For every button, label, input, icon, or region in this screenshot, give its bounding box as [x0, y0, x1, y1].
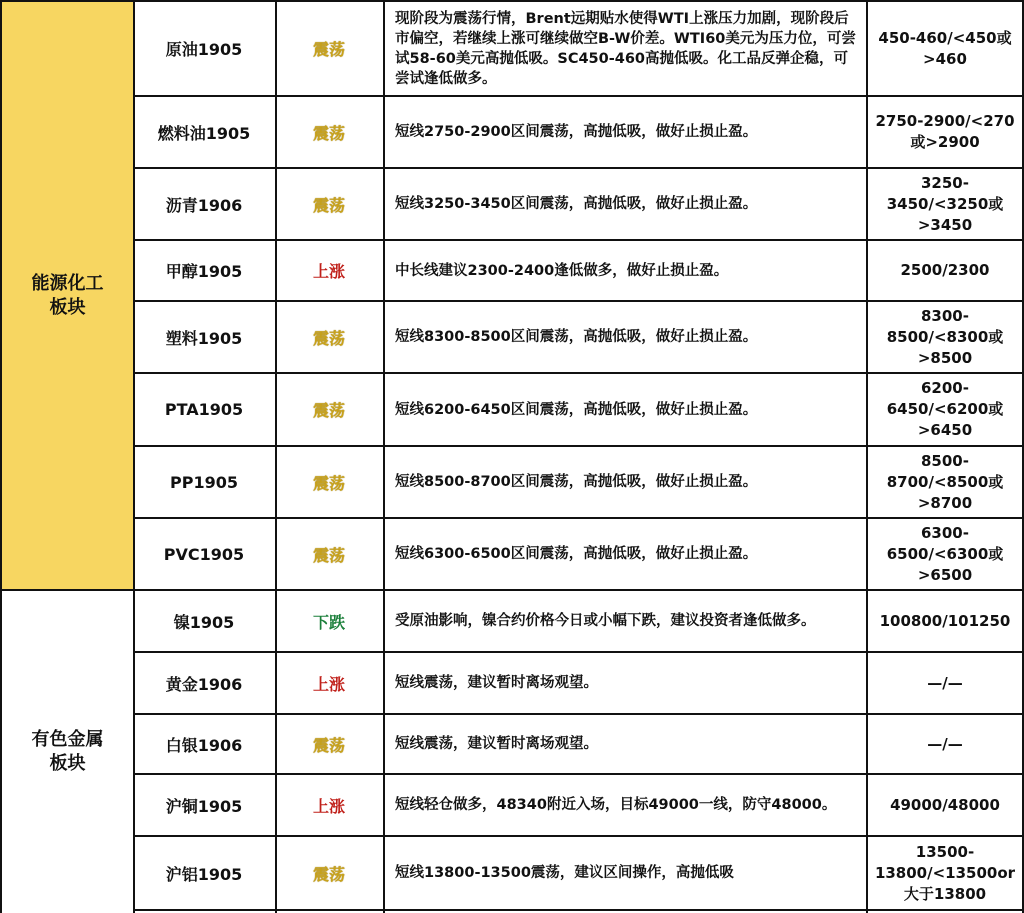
contract-name: 塑料1905 [165, 328, 243, 348]
grid-line [133, 0, 135, 913]
price-range: 8300-8500/<8300或>8500 [886, 306, 1004, 367]
table-row [133, 374, 1024, 447]
grid-line [383, 0, 385, 913]
table-row [133, 715, 1024, 775]
trend-label: 震荡 [312, 195, 345, 215]
strategy-text: 短线13800-13500震荡，建议区间操作，高抛低吸 [395, 865, 734, 881]
strategy-text: 短线震荡，建议暂时离场观望。 [395, 675, 598, 691]
price-range: —/— [927, 673, 963, 692]
table-row [133, 241, 1024, 302]
table-row [133, 591, 1024, 653]
table-row [133, 653, 1024, 715]
contract-name: PVC1905 [163, 544, 245, 564]
table-row [133, 169, 1024, 241]
contract-name: 镍1905 [173, 612, 235, 632]
contract-name: 沪铜1905 [165, 796, 243, 816]
sector-energy-chemical [2, 2, 133, 591]
strategy-text: 中长线建议2300-2400逢低做多，做好止损止盈。 [395, 262, 729, 279]
table-row [133, 519, 1024, 591]
strategy-text: 短线8500-8700区间震荡，高抛低吸，做好止损止盈。 [395, 474, 758, 490]
contract-name: PP1905 [170, 472, 238, 492]
table-row [133, 775, 1024, 837]
trend-label: 震荡 [312, 864, 345, 884]
price-range: 3250-3450/<3250或>3450 [886, 173, 1004, 234]
price-range: 8500-8700/<8500或>8700 [886, 451, 1004, 512]
strategy-text: 短线2750-2900区间震荡，高抛低吸，做好止损止盈。 [395, 124, 758, 140]
price-range: 100800/101250 [879, 611, 1011, 630]
sector-label: 有色金属板块 [31, 729, 104, 774]
strategy-text: 短线震荡，建议暂时离场观望。 [395, 736, 598, 752]
table-row [133, 447, 1024, 519]
grid-line [866, 0, 868, 913]
contract-name: 甲醇1905 [165, 262, 243, 281]
trend-label: 震荡 [312, 545, 345, 565]
contract-name: 白银1906 [165, 735, 243, 755]
strategy-text: 短线3250-3450区间震荡，高抛低吸，做好止损止盈。 [395, 196, 758, 212]
strategy-text: 短线轻仓做多，48340附近入场，目标49000一线，防守48000。 [395, 797, 837, 813]
contract-name: 燃料油1905 [157, 123, 251, 143]
strategy-text: 短线6200-6450区间震荡，高抛低吸，做好止损止盈。 [395, 401, 758, 418]
price-range: 450-460/<450或>460 [878, 28, 1012, 68]
price-range: 2500/2300 [900, 261, 990, 279]
price-range: 6300-6500/<6300或>6500 [886, 523, 1004, 584]
trend-label: 震荡 [312, 473, 345, 493]
price-range: 6200-6450/<6200或>6450 [886, 379, 1004, 439]
trend-label: 震荡 [312, 40, 345, 59]
contract-name: 沪铝1905 [165, 864, 243, 884]
sector-label: 能源化工板块 [31, 272, 104, 318]
trend-label: 震荡 [312, 328, 345, 348]
trend-label: 震荡 [312, 735, 345, 755]
strategy-text: 短线8300-8500区间震荡，高抛低吸，做好止损止盈。 [395, 329, 758, 345]
price-range: 13500-13800/<13500or大于13800 [874, 842, 1016, 903]
trend-label: 上涨 [312, 796, 345, 816]
table-row [133, 2, 1024, 97]
contract-name: 黄金1906 [165, 674, 243, 694]
price-range: —/— [927, 734, 963, 753]
grid-line [275, 0, 277, 913]
table-row [133, 97, 1024, 169]
contract-name: 沥青1906 [165, 195, 243, 215]
trend-label: 下跌 [312, 612, 345, 632]
table-row [133, 302, 1024, 374]
table-row [133, 837, 1024, 911]
strategy-text: 短线6300-6500区间震荡，高抛低吸，做好止损止盈。 [395, 546, 758, 562]
trend-label: 上涨 [312, 674, 345, 694]
strategy-text: 现阶段为震荡行情，Brent远期贴水使得WTI上涨压力加剧，现阶段后市偏空，若继续上涨可继续做空B-W价差。WTI60美元为压力位，可尝试58-60美元高抛低吸。SC450-460高抛低吸。化工品反弹企稳，可尝试逢低做多。 [395, 10, 856, 87]
contract-name: 原油1905 [165, 40, 243, 59]
grid-line [0, 0, 2, 913]
price-range: 2750-2900/<270或>2900 [875, 112, 1015, 151]
sector-nonferrous-metals [2, 591, 133, 913]
trend-label: 上涨 [312, 262, 345, 281]
strategy-text: 受原油影响，镍合约价格今日或小幅下跌，建议投资者逢低做多。 [395, 613, 816, 629]
trend-label: 震荡 [312, 123, 345, 143]
price-range: 49000/48000 [890, 795, 1000, 814]
trend-label: 震荡 [312, 401, 345, 420]
contract-name: PTA1905 [164, 400, 244, 419]
